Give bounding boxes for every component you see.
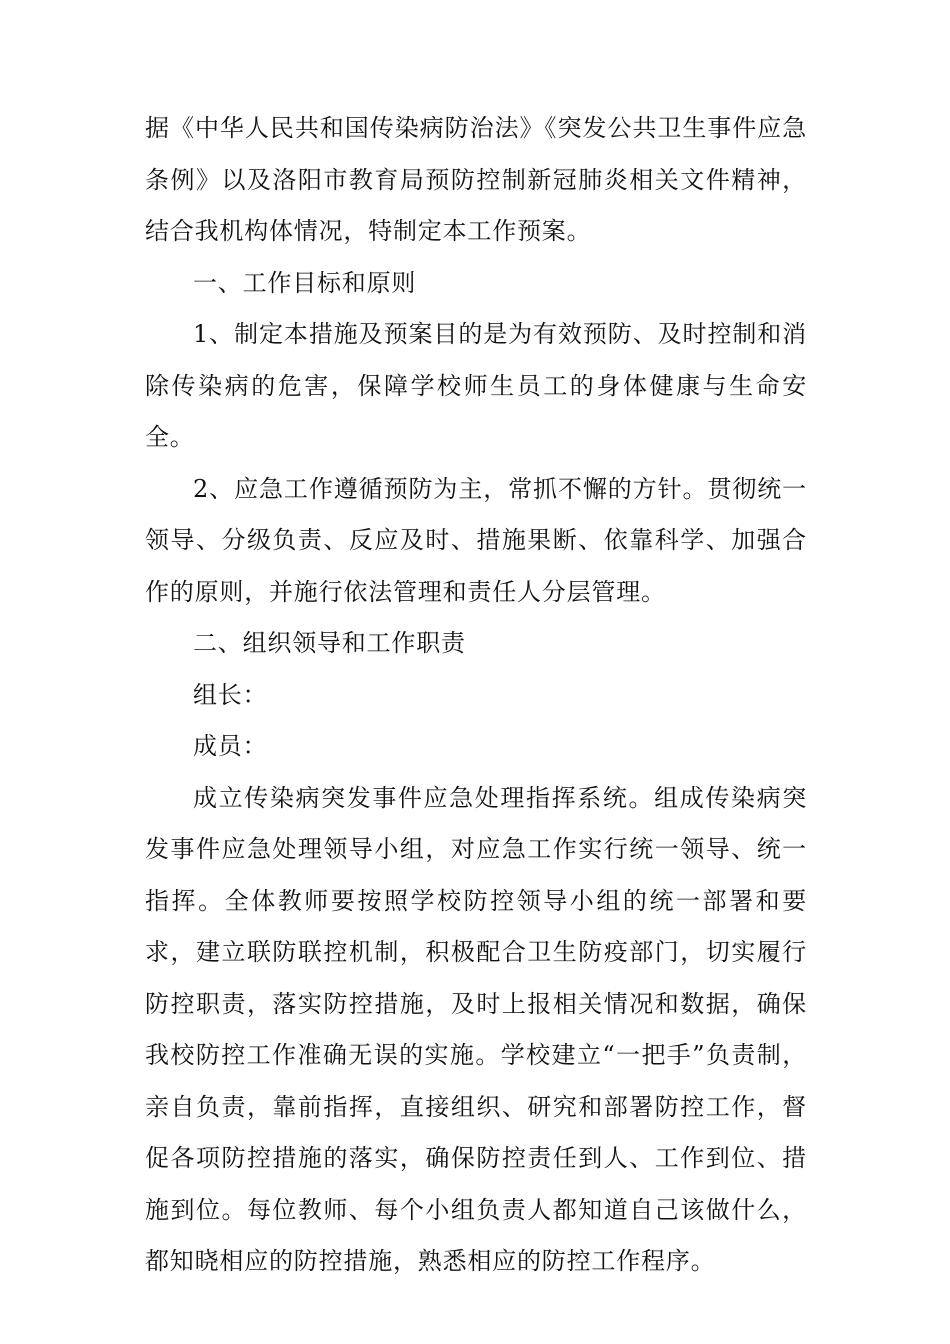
goal-item-1: 1、制定本措施及预案目的是为有效预防、及时控制和消除传染病的危害，保障学校师生员工的身体健康与生命安全。 — [145, 320, 807, 451]
section-heading-organization: 二、组织领导和工作职责 — [193, 629, 466, 657]
team-members-label: 成员： — [193, 732, 268, 760]
team-leader-label: 组长： — [193, 680, 268, 709]
section-heading-goals: 一、工作目标和原则 — [193, 268, 417, 297]
intro-paragraph: 据《中华人民共和国传染病防治法》《突发公共卫生事件应急条例》以及洛阳市教育局预防控制新冠肺炎相关文件精神，结合我机构体情况，特制定本工作预案。 — [145, 114, 807, 245]
document-body — [145, 103, 807, 1288]
goal-item-2: 2、应急工作遵循预防为主，常抓不懈的方针。贯彻统一领导、分级负责、反应及时、措施果断、依靠科学、加强合作的原则，并施行依法管理和责任人分层管理。 — [145, 474, 807, 606]
command-system-paragraph: 成立传染病突发事件应急处理指挥系统。组成传染病突发事件应急处理领导小组，对应急工作实行统一领导、统一指挥。全体教师要按照学校防控领导小组的统一部署和要求，建立联防联控机制，积极配合卫生防疫部门，切实履行防控职责，落实防控措施，及时上报相关情况和数据，确保我校防控工作准确无误的实施。学校建立“一把手”负责制，亲自负责，靠前指挥，直接组织、研究和部署防控工作，督促各项防控措施的落实，确保防控责任到人、工作到位、措施到位。每位教师、每个小组负责人都知道自己该做什么，都知晓相应的防控措施，熟悉相应的防控工作程序。 — [145, 783, 807, 1275]
